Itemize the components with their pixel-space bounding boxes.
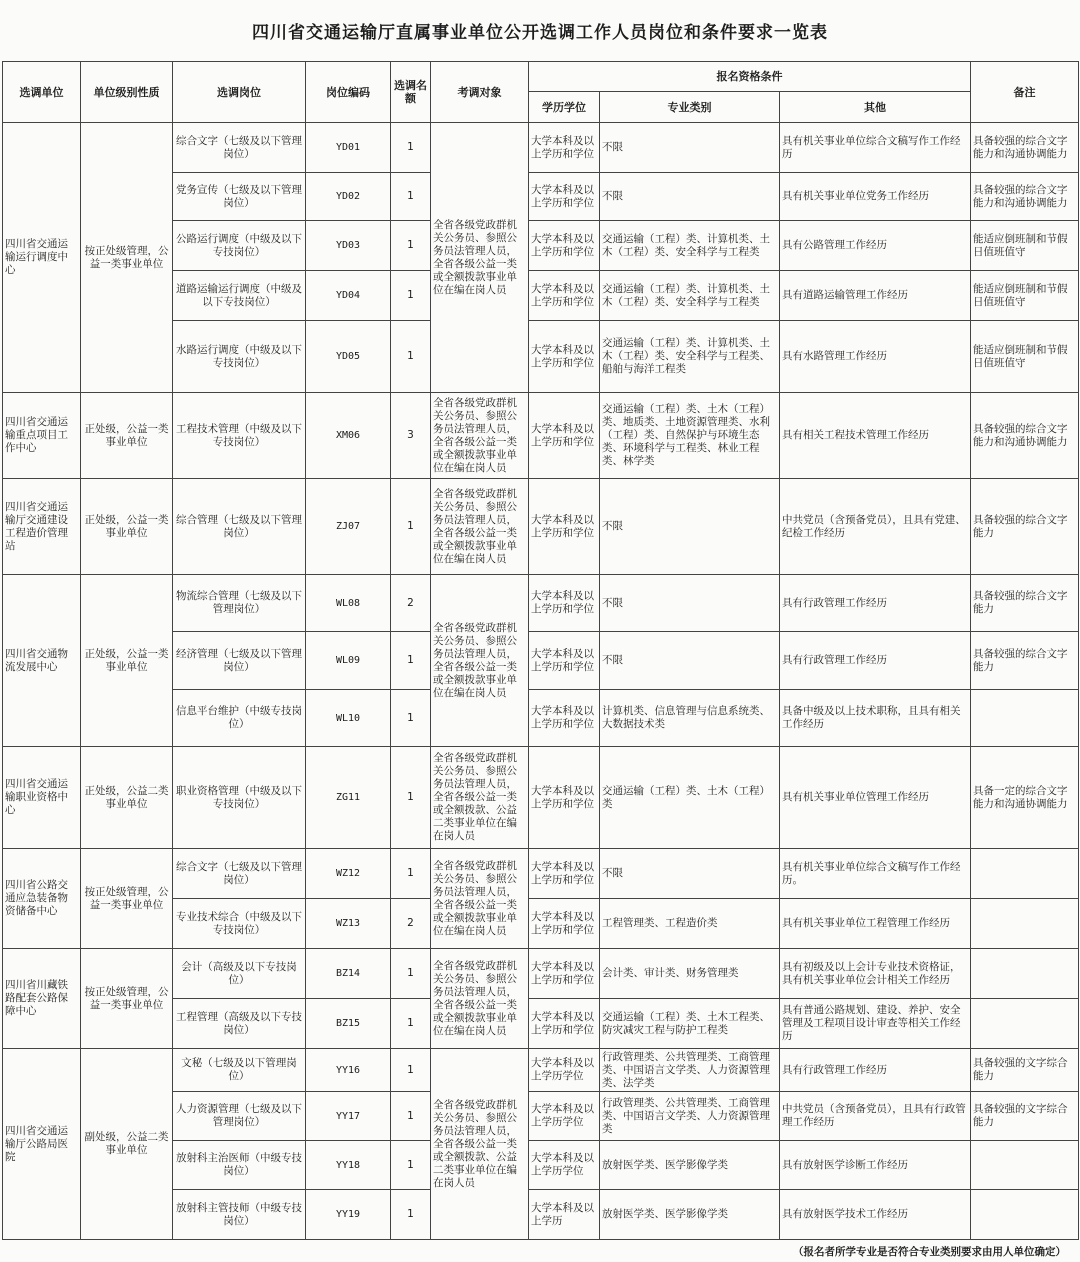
footnote: （报名者所学专业是否符合专业类别要求由用人单位确定） xyxy=(793,1246,1066,1258)
remark-cell: 具备较强的综合文字能力和沟通协调能力 xyxy=(971,173,1079,221)
edu-cell: 大学本科及以上学历和学位 xyxy=(529,999,600,1049)
major-cell: 交通运输（工程）类、计算机类、土木（工程）类、安全科学与工程类、船舶与海洋工程类 xyxy=(600,321,780,393)
remark-cell: 具备较强的综合文字能力和沟通协调能力 xyxy=(971,123,1079,173)
major-cell: 不限 xyxy=(600,575,780,632)
level-cell: 正处级，公益一类事业单位 xyxy=(81,393,173,479)
other-cell: 具有相关工程技术管理工作经历 xyxy=(780,393,971,479)
table-header xyxy=(3,62,1079,123)
code-cell: YD04 xyxy=(306,271,391,321)
edu-cell: 大学本科及以上学历学位 xyxy=(529,1049,600,1092)
quota-cell: 1 xyxy=(391,1049,431,1092)
edu-cell: 大学本科及以上学历和学位 xyxy=(529,747,600,849)
other-cell: 具有放射医学诊断工作经历 xyxy=(780,1141,971,1190)
remark-cell xyxy=(971,690,1079,747)
code-cell: WZ12 xyxy=(306,849,391,899)
quota-cell: 1 xyxy=(391,271,431,321)
quota-cell: 2 xyxy=(391,575,431,632)
table-row xyxy=(3,393,1079,479)
unit-cell: 四川省交通运输厅交通建设工程造价管理站 xyxy=(3,479,81,575)
target-cell: 全省各级党政群机关公务员、参照公务员法管理人员，全省各级公益一类或全额拨款、公益二类事业单位在编在岗人员 xyxy=(431,747,529,849)
post-cell: 综合文字（七级及以下管理岗位） xyxy=(173,123,306,173)
major-cell: 交通运输（工程）类、土木工程类、防灾减灾工程与防护工程类 xyxy=(600,999,780,1049)
post-cell: 专业技术综合（中级及以下专技岗位） xyxy=(173,899,306,949)
post-cell: 会计（高级及以下专技岗位） xyxy=(173,949,306,999)
code-cell: YD05 xyxy=(306,321,391,393)
edu-cell: 大学本科及以上学历和学位 xyxy=(529,575,600,632)
table-row xyxy=(3,949,1079,999)
remark-cell: 具备较强的文字综合能力 xyxy=(971,1092,1079,1141)
code-cell: ZJ07 xyxy=(306,479,391,575)
code-cell: YY17 xyxy=(306,1092,391,1141)
major-cell: 不限 xyxy=(600,849,780,899)
level-cell: 正处级，公益一类事业单位 xyxy=(81,479,173,575)
edu-cell: 大学本科及以上学历和学位 xyxy=(529,321,600,393)
remark-cell xyxy=(971,899,1079,949)
quota-cell: 1 xyxy=(391,690,431,747)
level-cell: 按正处级管理，公益一类事业单位 xyxy=(81,949,173,1049)
remark-cell xyxy=(971,1141,1079,1190)
header-remark: 备注 xyxy=(971,62,1079,123)
other-cell: 中共党员（含预备党员），且具有党建、纪检工作经历 xyxy=(780,479,971,575)
table-row xyxy=(3,849,1079,899)
edu-cell: 大学本科及以上学历和学位 xyxy=(529,123,600,173)
code-cell: BZ14 xyxy=(306,949,391,999)
remark-cell: 具备较强的综合文字能力和沟通协调能力 xyxy=(971,393,1079,479)
remark-cell: 具备较强的综合文字能力 xyxy=(971,479,1079,575)
major-cell: 不限 xyxy=(600,173,780,221)
header-level: 单位级别性质 xyxy=(81,62,173,123)
unit-cell: 四川省交通运输职业资格中心 xyxy=(3,747,81,849)
major-cell: 工程管理类、工程造价类 xyxy=(600,899,780,949)
other-cell: 具有放射医学技术工作经历 xyxy=(780,1190,971,1240)
other-cell: 具有机关事业单位综合文稿写作工作经历。 xyxy=(780,849,971,899)
post-cell: 信息平台维护（中级专技岗位） xyxy=(173,690,306,747)
major-cell: 放射医学类、医学影像学类 xyxy=(600,1141,780,1190)
edu-cell: 大学本科及以上学历和学位 xyxy=(529,849,600,899)
code-cell: XM06 xyxy=(306,393,391,479)
remark-cell xyxy=(971,999,1079,1049)
code-cell: ZG11 xyxy=(306,747,391,849)
code-cell: WL09 xyxy=(306,632,391,690)
other-cell: 中共党员（含预备党员），且具有行政管理工作经历 xyxy=(780,1092,971,1141)
level-cell: 副处级，公益二类事业单位 xyxy=(81,1049,173,1240)
level-cell: 正处级，公益二类事业单位 xyxy=(81,747,173,849)
header-quota: 选调名额 xyxy=(391,62,431,123)
level-cell: 按正处级管理，公益一类事业单位 xyxy=(81,849,173,949)
level-cell: 按正处级管理，公益一类事业单位 xyxy=(81,123,173,393)
post-cell: 放射科主管技师（中级专技岗位） xyxy=(173,1190,306,1240)
quota-cell: 1 xyxy=(391,949,431,999)
post-cell: 道路运输运行调度（中级及以下专技岗位） xyxy=(173,271,306,321)
post-cell: 综合文字（七级及以下管理岗位） xyxy=(173,849,306,899)
code-cell: YY16 xyxy=(306,1049,391,1092)
major-cell: 计算机类、信息管理与信息系统类、大数据技术类 xyxy=(600,690,780,747)
target-cell: 全省各级党政群机关公务员、参照公务员法管理人员，全省各级公益一类或全额拨款事业单位在编在岗人员 xyxy=(431,123,529,393)
major-cell: 不限 xyxy=(600,123,780,173)
major-cell: 会计类、审计类、财务管理类 xyxy=(600,949,780,999)
target-cell: 全省各级党政群机关公务员、参照公务员法管理人员，全省各级公益一类或全额拨款、公益二类事业单位在编在岗人员 xyxy=(431,1049,529,1240)
target-cell: 全省各级党政群机关公务员、参照公务员法管理人员，全省各级公益一类或全额拨款事业单位在编在岗人员 xyxy=(431,575,529,747)
post-cell: 党务宣传（七级及以下管理岗位） xyxy=(173,173,306,221)
remark-cell: 能适应倒班制和节假日值班值守 xyxy=(971,271,1079,321)
quota-cell: 1 xyxy=(391,123,431,173)
unit-cell: 四川省交通运输重点项目工作中心 xyxy=(3,393,81,479)
quota-cell: 1 xyxy=(391,479,431,575)
quota-cell: 1 xyxy=(391,221,431,271)
post-cell: 工程管理（高级及以下专技岗位） xyxy=(173,999,306,1049)
quota-cell: 1 xyxy=(391,747,431,849)
target-cell: 全省各级党政群机关公务员、参照公务员法管理人员，全省各级公益一类或全额拨款事业单位在编在岗人员 xyxy=(431,479,529,575)
quota-cell: 1 xyxy=(391,849,431,899)
code-cell: BZ15 xyxy=(306,999,391,1049)
other-cell: 具有道路运输管理工作经历 xyxy=(780,271,971,321)
major-cell: 交通运输（工程）类、计算机类、土木（工程）类、安全科学与工程类 xyxy=(600,271,780,321)
edu-cell: 大学本科及以上学历和学位 xyxy=(529,221,600,271)
post-cell: 综合管理（七级及以下管理岗位） xyxy=(173,479,306,575)
unit-cell: 四川省交通运输运行调度中心 xyxy=(3,123,81,393)
post-cell: 人力资源管理（七级及以下管理岗位） xyxy=(173,1092,306,1141)
header-target: 考调对象 xyxy=(431,62,529,123)
post-cell: 工程技术管理（中级及以下专技岗位） xyxy=(173,393,306,479)
target-cell: 全省各级党政群机关公务员、参照公务员法管理人员，全省各级公益一类或全额拨款事业单位在编在岗人员 xyxy=(431,849,529,949)
header-unit: 选调单位 xyxy=(3,62,81,123)
major-cell: 行政管理类、公共管理类、工商管理类、中国语言文学类、人力资源管理类、法学类 xyxy=(600,1049,780,1092)
code-cell: WZ13 xyxy=(306,899,391,949)
table-row xyxy=(3,479,1079,575)
other-cell: 具有机关事业单位工程管理工作经历 xyxy=(780,899,971,949)
edu-cell: 大学本科及以上学历学位 xyxy=(529,1141,600,1190)
other-cell: 具备中级及以上技术职称，且具有相关工作经历 xyxy=(780,690,971,747)
other-cell: 具有水路管理工作经历 xyxy=(780,321,971,393)
code-cell: YY19 xyxy=(306,1190,391,1240)
edu-cell: 大学本科及以上学历和学位 xyxy=(529,632,600,690)
table-row xyxy=(3,575,1079,632)
post-cell: 文秘（七级及以下管理岗位） xyxy=(173,1049,306,1092)
code-cell: WL10 xyxy=(306,690,391,747)
remark-cell: 具备较强的综合文字能力 xyxy=(971,575,1079,632)
document-title: 四川省交通运输厅直属事业单位公开选调工作人员岗位和条件要求一览表 xyxy=(252,23,828,43)
edu-cell: 大学本科及以上学历和学位 xyxy=(529,271,600,321)
other-cell: 具有行政管理工作经历 xyxy=(780,1049,971,1092)
major-cell: 不限 xyxy=(600,632,780,690)
quota-cell: 2 xyxy=(391,899,431,949)
quota-cell: 3 xyxy=(391,393,431,479)
major-cell: 交通运输（工程）类、计算机类、土木（工程）类、安全科学与工程类 xyxy=(600,221,780,271)
table-row xyxy=(3,747,1079,849)
header-edu: 学历学位 xyxy=(529,92,600,123)
edu-cell: 大学本科及以上学历和学位 xyxy=(529,899,600,949)
other-cell: 具有普通公路规划、建设、养护、安全管理及工程项目设计审查等相关工作经历 xyxy=(780,999,971,1049)
quota-cell: 1 xyxy=(391,1190,431,1240)
quota-cell: 1 xyxy=(391,1092,431,1141)
header-code: 岗位编码 xyxy=(306,62,391,123)
post-cell: 公路运行调度（中级及以下专技岗位） xyxy=(173,221,306,271)
table-body xyxy=(3,123,1079,1240)
other-cell: 具有机关事业单位综合文稿写作工作经历 xyxy=(780,123,971,173)
other-cell: 具有机关事业单位党务工作经历 xyxy=(780,173,971,221)
major-cell: 交通运输（工程）类、土木（工程）类 xyxy=(600,747,780,849)
header-conditions: 报名资格条件 xyxy=(529,62,971,92)
unit-cell: 四川省交通运输厅公路局医院 xyxy=(3,1049,81,1240)
code-cell: WL08 xyxy=(306,575,391,632)
quota-cell: 1 xyxy=(391,321,431,393)
quota-cell: 1 xyxy=(391,1141,431,1190)
quota-cell: 1 xyxy=(391,999,431,1049)
positions-table xyxy=(2,61,1079,1240)
other-cell: 具有初级及以上会计专业技术资格证，具有机关事业单位会计相关工作经历 xyxy=(780,949,971,999)
table-row xyxy=(3,123,1079,173)
post-cell: 物流综合管理（七级及以下管理岗位） xyxy=(173,575,306,632)
remark-cell: 具备较强的综合文字能力 xyxy=(971,632,1079,690)
unit-cell: 四川省交通物流发展中心 xyxy=(3,575,81,747)
remark-cell: 具备一定的综合文字能力和沟通协调能力 xyxy=(971,747,1079,849)
remark-cell: 能适应倒班制和节假日值班值守 xyxy=(971,221,1079,271)
other-cell: 具有行政管理工作经历 xyxy=(780,632,971,690)
other-cell: 具有公路管理工作经历 xyxy=(780,221,971,271)
other-cell: 具有机关事业单位管理工作经历 xyxy=(780,747,971,849)
major-cell: 放射医学类、医学影像学类 xyxy=(600,1190,780,1240)
remark-cell xyxy=(971,849,1079,899)
major-cell: 不限 xyxy=(600,479,780,575)
level-cell: 正处级，公益一类事业单位 xyxy=(81,575,173,747)
post-cell: 水路运行调度（中级及以下专技岗位） xyxy=(173,321,306,393)
edu-cell: 大学本科及以上学历和学位 xyxy=(529,690,600,747)
unit-cell: 四川省公路交通应急装备物资储备中心 xyxy=(3,849,81,949)
code-cell: YY18 xyxy=(306,1141,391,1190)
target-cell: 全省各级党政群机关公务员、参照公务员法管理人员，全省各级公益一类或全额拨款事业单位在编在岗人员 xyxy=(431,393,529,479)
edu-cell: 大学本科及以上学历 xyxy=(529,1190,600,1240)
post-cell: 经济管理（七级及以下管理岗位） xyxy=(173,632,306,690)
edu-cell: 大学本科及以上学历和学位 xyxy=(529,479,600,575)
edu-cell: 大学本科及以上学历和学位 xyxy=(529,173,600,221)
remark-cell: 能适应倒班制和节假日值班值守 xyxy=(971,321,1079,393)
post-cell: 职业资格管理（中级及以下专技岗位） xyxy=(173,747,306,849)
quota-cell: 1 xyxy=(391,173,431,221)
code-cell: YD02 xyxy=(306,173,391,221)
post-cell: 放射科主治医师（中级专技岗位） xyxy=(173,1141,306,1190)
table-row xyxy=(3,1049,1079,1092)
code-cell: YD01 xyxy=(306,123,391,173)
code-cell: YD03 xyxy=(306,221,391,271)
target-cell: 全省各级党政群机关公务员、参照公务员法管理人员，全省各级公益一类或全额拨款事业单位在编在岗人员 xyxy=(431,949,529,1049)
remark-cell xyxy=(971,1190,1079,1240)
remark-cell xyxy=(971,949,1079,999)
header-major: 专业类别 xyxy=(600,92,780,123)
header-other: 其他 xyxy=(780,92,971,123)
major-cell: 交通运输（工程）类、土木（工程）类、地质类、土地资源管理类、水利（工程）类、自然保护与环境生态类、环境科学与工程类、林业工程类、林学类 xyxy=(600,393,780,479)
major-cell: 行政管理类、公共管理类、工商管理类、中国语言文学类、人力资源管理类 xyxy=(600,1092,780,1141)
edu-cell: 大学本科及以上学历和学位 xyxy=(529,949,600,999)
edu-cell: 大学本科及以上学历学位 xyxy=(529,1092,600,1141)
other-cell: 具有行政管理工作经历 xyxy=(780,575,971,632)
remark-cell: 具备较强的文字综合能力 xyxy=(971,1049,1079,1092)
edu-cell: 大学本科及以上学历和学位 xyxy=(529,393,600,479)
quota-cell: 1 xyxy=(391,632,431,690)
header-post: 选调岗位 xyxy=(173,62,306,123)
unit-cell: 四川省川藏铁路配套公路保障中心 xyxy=(3,949,81,1049)
